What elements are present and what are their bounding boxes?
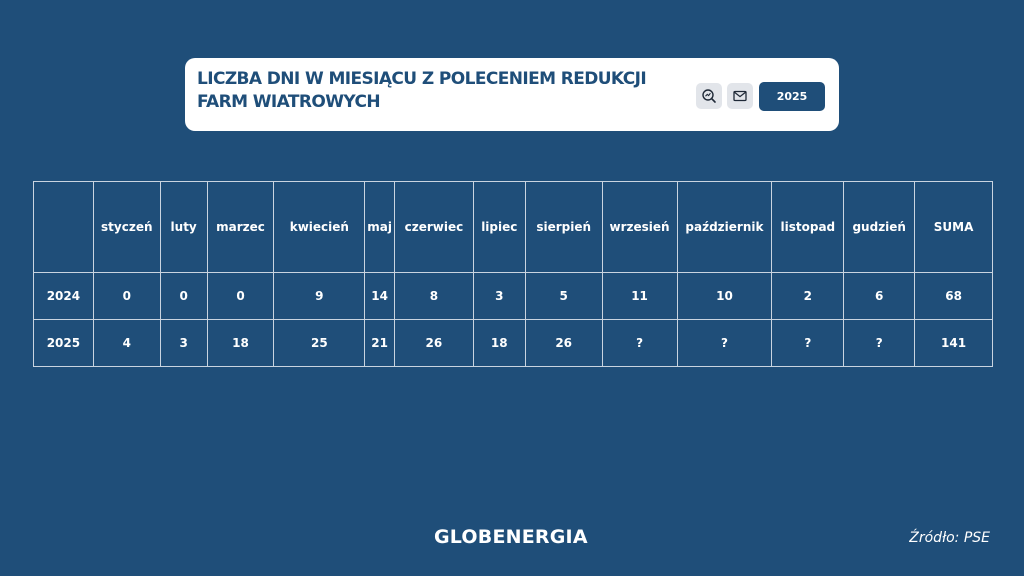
data-cell: 18 <box>207 320 274 367</box>
data-cell: 0 <box>93 273 160 320</box>
data-cell: 0 <box>160 273 207 320</box>
data-cell: 0 <box>207 273 274 320</box>
header-cell: maj <box>365 182 395 273</box>
header-cell: kwiecień <box>274 182 365 273</box>
header-cell: SUMA <box>915 182 993 273</box>
data-cell: 26 <box>525 320 602 367</box>
data-cell: 10 <box>677 273 772 320</box>
data-cell: 2 <box>772 273 844 320</box>
data-cell: 68 <box>915 273 993 320</box>
data-cell: 26 <box>394 320 473 367</box>
header-cell-corner <box>34 182 94 273</box>
data-cell: 21 <box>365 320 395 367</box>
data-cell: 11 <box>602 273 677 320</box>
data-cell: 9 <box>274 273 365 320</box>
data-cell: ? <box>602 320 677 367</box>
brand-logo: GLOBENERGIA <box>434 526 588 548</box>
page-title: LICZBA DNI W MIESIĄCU Z POLECENIEM REDUKCJI FARM WIATROWYCH <box>197 69 647 112</box>
search-chart-button[interactable] <box>696 83 722 109</box>
data-cell: 5 <box>525 273 602 320</box>
header-cell: listopad <box>772 182 844 273</box>
data-cell: 14 <box>365 273 395 320</box>
data-cell: 25 <box>274 320 365 367</box>
header-cell: sierpień <box>525 182 602 273</box>
data-cell: 4 <box>93 320 160 367</box>
header-cell: lipiec <box>473 182 525 273</box>
header-cell: gudzień <box>844 182 915 273</box>
source-note: Źródło: PSE <box>909 530 990 546</box>
table-row <box>34 273 993 320</box>
row-label-cell: 2025 <box>34 320 94 367</box>
header-cell: czerwiec <box>394 182 473 273</box>
row-label-cell: 2024 <box>34 273 94 320</box>
header-cell: luty <box>160 182 207 273</box>
data-cell: 18 <box>473 320 525 367</box>
data-cell: 3 <box>473 273 525 320</box>
title-card <box>185 58 839 131</box>
header-cell: wrzesień <box>602 182 677 273</box>
data-cell: ? <box>677 320 772 367</box>
table-row <box>34 320 993 367</box>
data-cell: 6 <box>844 273 915 320</box>
data-cell: 8 <box>394 273 473 320</box>
data-cell: 141 <box>915 320 993 367</box>
data-cell: ? <box>772 320 844 367</box>
search-chart-icon <box>701 88 717 104</box>
header-cell: styczeń <box>93 182 160 273</box>
year-button[interactable]: 2025 <box>759 82 825 111</box>
data-table <box>33 181 993 367</box>
header-row <box>34 182 993 273</box>
data-cell: 3 <box>160 320 207 367</box>
header-cell: marzec <box>207 182 274 273</box>
data-cell: ? <box>844 320 915 367</box>
mail-icon <box>732 88 748 104</box>
mail-button[interactable] <box>727 83 753 109</box>
header-cell: październik <box>677 182 772 273</box>
